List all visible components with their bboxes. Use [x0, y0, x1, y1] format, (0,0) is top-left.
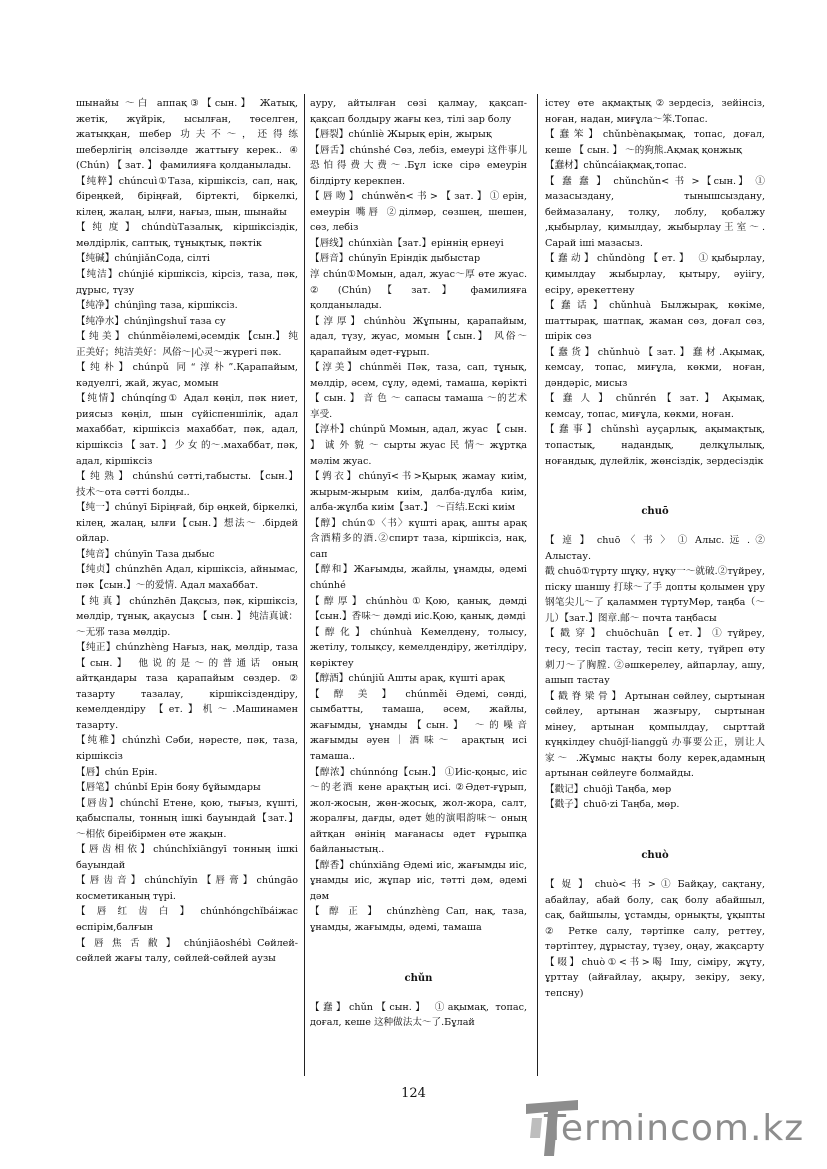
- dictionary-entry: 【 戳 脊 梁 骨 】 Артынан сөйлеу, сыртынан сөйлеу, артынан жазғыру, сыртынан мінеу, артынан қомпылдау, сырттай күңкілдеу chuōjǐ·lianggǔ 办事要公正，别让人家～ .Жұмыс нақты болу керек,адамның артынан сөйлеуге болмайды.: [545, 690, 765, 780]
- dictionary-entry: 【啜】chuò①<书>喝 Ішу, сіміру, жұту, ұрттау (айғайлау, ақыру, зекіру, зеку, тепсну): [545, 956, 765, 999]
- dictionary-entry: 【鹑衣】chúnyī<书>Қырық жамау киім, жырым-жырым киім, далба-дұлба киім, алба-жұлба киім【зат.】 ～百结.Ескі киім: [310, 471, 527, 514]
- dictionary-entry: 【 唇 红 齿 白 】 chúnhóngchǐbáiжас өспірім,балғын: [76, 906, 298, 933]
- dictionary-entry: 【蠢】chǔn【сын.】 ①ақымақ, топас, доғал, кеше 这种做法太～了.Бұлай: [310, 1001, 527, 1029]
- dictionary-entry: істеу өте ақмақтық②зердесіз, зейінсіз, ноған, надан, миғұла～笨.Топас.: [545, 98, 765, 125]
- dictionary-entry: 【 纯 熟 】 chúnshú сәтті,табысты. 【сын.】技术～ота сәтті болды..: [76, 471, 298, 498]
- dictionary-entry: 【 娖 】 chuò< 书 > ① Байқау, сақтану, абайлау, абай болу, сақ болу абайшыл, сақ, байшылы, ұстамды, орнықты, ұқыпты ② Ретке салу, тәртіпке салу, реттеу, тәртіптеу, дұрыстау, түзеу, оңау, жақсарту: [545, 878, 765, 953]
- dictionary-entry: 【醇】chún①〈书〉күшті арақ, ашты арақ 含酒精多的酒.②спирт таза, кіршіксіз, нақ, сап: [310, 517, 527, 560]
- dictionary-entry: 【蠢材】chǔncáiақмақ,топас.: [545, 160, 687, 172]
- section-heading: chuō: [641, 506, 669, 518]
- dictionary-entry: 【 逴 】 chuō 〈 书 〉 ① Алыс. 远 . ② Алыстау.: [545, 535, 765, 562]
- dictionary-entry: 【纯一】chúnyī Біріңғай, бір өңкей, біркелкі, кілең, жалаң, ылғи【сын.】想法～ .бірдей ойлар.: [76, 502, 298, 545]
- column-right: [545, 96, 765, 1086]
- dictionary-entry: 【蠢话】chǔnhuà Былжырақ, көкіме, шаттырақ, шатпақ, жаман сөз, доғал сөз, шірік сөз: [545, 300, 765, 343]
- dictionary-entry: ауру, айтылған сөзі қалмау, қақсап-қақсап болдыру жағы кез, тілі зар болу: [310, 98, 527, 125]
- section-spacer: [310, 936, 527, 954]
- dictionary-entry: 【唇线】chúnxiàn【зат.】еріннің ернеуі: [310, 237, 504, 249]
- dictionary-entry: 【纯朴】chúnpǔ 同“淳朴”.Қарапайым, кәдуелгі, жай, жуас, момын: [76, 362, 298, 389]
- dictionary-entry: 【蠢笨】chǔnbènақымақ, топас, доғал, кеше 【 сын. 】 ～的狗熊.Ақмақ қонжық: [545, 129, 765, 156]
- dictionary-entry: 【纯音】chúnyīn Таза дыбыс: [76, 548, 215, 560]
- dictionary-entry: 【 蠢 人 】 chǔnrén 【 зат. 】 Ақымақ, кемсау, топас, миғұла, көкми, ноған.: [545, 393, 765, 420]
- page-number: 124: [401, 1086, 426, 1101]
- dictionary-entry: 【 戳 穿 】 chuōchuān 【 ет. 】 ① түйреу, тесу, тесіп тастау, тесіп кету, түйреп өту 刺刀～了胸膛. ②әшкерелеу, айпарлау, ашу, ашып тастау: [545, 628, 765, 687]
- dictionary-entry: 【 纯 美 】 chúnměiәлемі,әсемдік 【сын.】 纯正美好；纯洁美好：风俗～|心灵～жүрегі пәк.: [76, 331, 298, 358]
- column-left: [76, 96, 298, 1086]
- dictionary-entry: 【蠢事】chǔnshì ауҫарлық, ақымақтық, топастық, надандық, делқұлылық, ноғандық, дүлейлік, жөнсіздік, зердесіздік: [545, 424, 765, 467]
- column-middle: [310, 96, 527, 1086]
- dictionary-entry: 【 纯 真 】 chúnzhēn Дақсыз, пәк, кіршіксіз, мөлдір, тұнық, ақаусыз 【 сын. 】 纯洁真诚：～无邪 таза мөлдір.: [76, 595, 298, 638]
- dictionary-entry: 【纯情】chúnqíng① Адал көңіл, пәк ниет, риясыз көңіл, шын сүйіспеншілік, адал махаббат, кіршіксіз махаббат, пәк, адал, кіршіксіз 【 зат. 】 少 女 的～.махаббат, пәк, адал, кіршіксіз: [76, 393, 298, 467]
- dictionary-entry: 【蠢动】chǔndòng【ет.】 ①қыбырлау, қимылдау жыбырлау, қытыру, әуіігу, есіру, әрекеттену: [545, 253, 765, 296]
- dictionary-entry: 【唇齿】chúnchǐ Етене, қою, тығыз, күшті, қабыспалы, тонның ішкі бауындай【зат.】 ～相依 біреібірмен өте жақын.: [76, 797, 298, 840]
- column-divider-left: [304, 94, 305, 1076]
- dictionary-entry: 【醇和】Жағымды, жайлы, ұнамды, әдемі chúnhé: [310, 564, 527, 591]
- dictionary-entry: 【 醇 正 】 chúnzhèng Сап, нақ, таза, ұнамды, жағымды, әдемі, тамаша: [310, 906, 527, 933]
- dictionary-entry: 【蠢货】chǔnhuò【зат.】蠢材.Ақымақ, кемсау, топас, миғұла, көкми, ноған, дәндәріс, мисыз: [545, 346, 765, 389]
- dictionary-entry: 【戳子】chuō·zi Таңба, мөр.: [545, 799, 680, 811]
- dictionary-entry: 【淳厚】chúnhòu Жұпыны, қарапайым, адал, түзу, жуас, момын【сын.】 风俗～ қарапайым әдет-ғұрып.: [310, 315, 527, 358]
- dictionary-entry: 【淳朴】chúnpǔ Момын, адал, жуас 【 сын. 】 诚 外 貌 ～ сырты жуас 民 情～ жұртқа мәлім жуас.: [310, 424, 527, 467]
- section-heading: chǔn: [404, 972, 433, 984]
- dictionary-entry: 戳 chuō①түрту шұқу, нұқу一～就破.②түйреу, піску шаншу 打球～了手 допты қолымен ұру 钢笔尖儿～了 қаламмен түртуМөр, таңба（～儿）【зат.】图章.邮～ почта таңбасы: [545, 566, 765, 624]
- dictionary-entry: шынайы ～白 аппақ③【сын.】 Жатық, жетік, жүйрік, ысылған, төселген, жатыққан, шебер 功夫不～，还得练 шеберлігің әлсізәлде жаттығу керек.. ④ (Chún) 【 зат. 】 фамилияға қолданылады.: [76, 98, 298, 172]
- dictionary-entry: 【醇厚】chúnhòu①Қою, қанық, дәмді 【сын.】香味～ дәмді иіс.Қою, қанық, дәмді: [310, 595, 527, 623]
- dictionary-entry: 【唇裂】chúnliè Жырық ерін, жырық: [310, 129, 492, 141]
- dictionary-entry: 【唇齿相依】chúnchǐxiāngyī тонның ішкі бауындай: [76, 844, 298, 871]
- logo-text: Termincom.kz: [544, 1108, 805, 1149]
- dictionary-entry: 【醇浓】chúnnóng【сын.】 ①Иіс-қоңыс, иіс ～的老酒 кене арақтың исі. ②Әдет-ғұрып, жол-жосын, жөн-жосық, жол-жора, салт, жоралғы, дағды, әдет 她的演唱韵味～ оның айтқан әнінің мағанасы әдет ғұрыпқа байланыстың..: [310, 766, 527, 856]
- dictionary-entry: 【纯净水】chúnjìngshuǐ таза су: [76, 315, 226, 327]
- dictionary-entry: 【戳记】chuōjì Таңба, мөр: [545, 783, 672, 795]
- section-heading: chuò: [641, 849, 669, 861]
- dictionary-entry: 【唇吻】chúnwěn<书>【зат.】①ерін, емеурін 嘴唇 ②ділмәр, сөзшең, шешен, сөз, лебіз: [310, 191, 527, 234]
- dictionary-entry: 【唇齿音】chúnchǐyīn【唇膏】chúngāo косметиканың түрі.: [76, 875, 298, 902]
- dictionary-entry: 【唇舌】chúnshé Сөз, лебіз, емеурі 这件事儿恐怕得费大费～.Бұл іске сірә емеурін білдірту керекпен.: [310, 144, 527, 187]
- dictionary-entry: 【纯净】chúnjìng таза, кіршіксіз.: [76, 300, 238, 312]
- dictionary-entry: 【纯度】chúndùТазалық, кіршіксіздік, мөлдірлік, саптық, тұнықтық, пәктік: [76, 222, 298, 249]
- dictionary-entry: 【唇笔】chúnbǐ Ерін бояу бұйымдары: [76, 782, 261, 794]
- dictionary-entry: 淳 chún①Момын, адал, жуас～厚 өте жуас. ② (Chún) 【 зат. 】 фамилияға қолданылады.: [310, 269, 527, 312]
- dictionary-entry: 【醇化】chúnhuà Кемелдену, толысу, жетілу, толықсу, кемелдендіру, жетілдіру, көріктеу: [310, 626, 527, 669]
- dictionary-entry: 【纯碱】chúnjiǎnСода, сілті: [76, 253, 210, 265]
- dictionary-entry: 【醇酒】chúnjiǔ Ашты арақ, күшті арақ: [310, 673, 505, 685]
- section-spacer: [545, 469, 765, 487]
- dictionary-entry: 【 唇 焦 舌 敝 】 chúnjiāoshébì Сөйлей-сөйлей жағы талу, сөйлей-сөйлей аузы: [76, 937, 298, 965]
- dictionary-entry: 【醇香】chúnxiāng Әдемі иіс, жағымды иіс, ұнамды иіс, жұпар иіс, тәтті дәм, әдемі дәм: [310, 859, 527, 902]
- dictionary-entry: 【纯贞】chúnzhēn Адал, кіршіксіз, айнымас, пәк【сын.】～的爱情. Адал махаббат.: [76, 564, 298, 591]
- dictionary-entry: 【纯稚】chúnzhì Сәби, нәресте, пәк, таза, кіршіксіз: [76, 735, 298, 762]
- site-logo: [524, 1098, 814, 1160]
- dictionary-entry: 【 醇 美 】 chúnměi Әдемі, сәнді, сымбатты, тамаша, әсем, жайлы, жағымды, ұнамды【сын.】 ～的噪音 жағымды әуен｜酒味～ арақтың исі тамаша..: [310, 688, 527, 762]
- dictionary-entry: 【纯正】chúnzhèng Нағыз, нақ, мөлдір, таза【сын.】 他说的是～的普通话 оның айтқандары таза қарапайым сөздер. ② тазарту тазалау, кіршіксіздендіру, кемелдендіру 【ет.】机～.Машинамен тазарту.: [76, 642, 298, 731]
- dictionary-entry: 【淳美】chúnměi Пәк, таза, сап, тұнық, мөлдір, әсем, сұлу, әдемі, тамаша, көрікті【 сын. 】 音 色 ～ сапасы тамаша ～的艺术享受.: [310, 362, 527, 420]
- dictionary-entry: 【唇音】chúnyīn Еріндік дыбыстар: [310, 253, 481, 265]
- dictionary-entry: 【 蠢 蠢 】 chǔnchǔn< 书 >【сын.】 ① мазасыздану, тынышсыздану, беймазалану, толқу, лоблу, қобалжу ,қыбырлау, қимылдау, жыбырлау王室～. Сарай іші мазасыз.: [545, 175, 765, 249]
- column-divider-right: [537, 94, 538, 1076]
- dictionary-entry: 【唇】chún Ерін.: [76, 766, 158, 778]
- dictionary-entry: 【纯洁】chúnjié кіршіксіз, кірсіз, таза, пәк, дұрыс, түзу: [76, 269, 298, 296]
- dictionary-entry: 【纯粹】chúncuì①Таза, кіршіксіз, сап, нақ, біреңкей, біріңғай, біртекті, біркелкі, кілең, жалаң, ылғи, нағыз, шын, шынайы: [76, 175, 298, 218]
- section-spacer: [545, 813, 765, 831]
